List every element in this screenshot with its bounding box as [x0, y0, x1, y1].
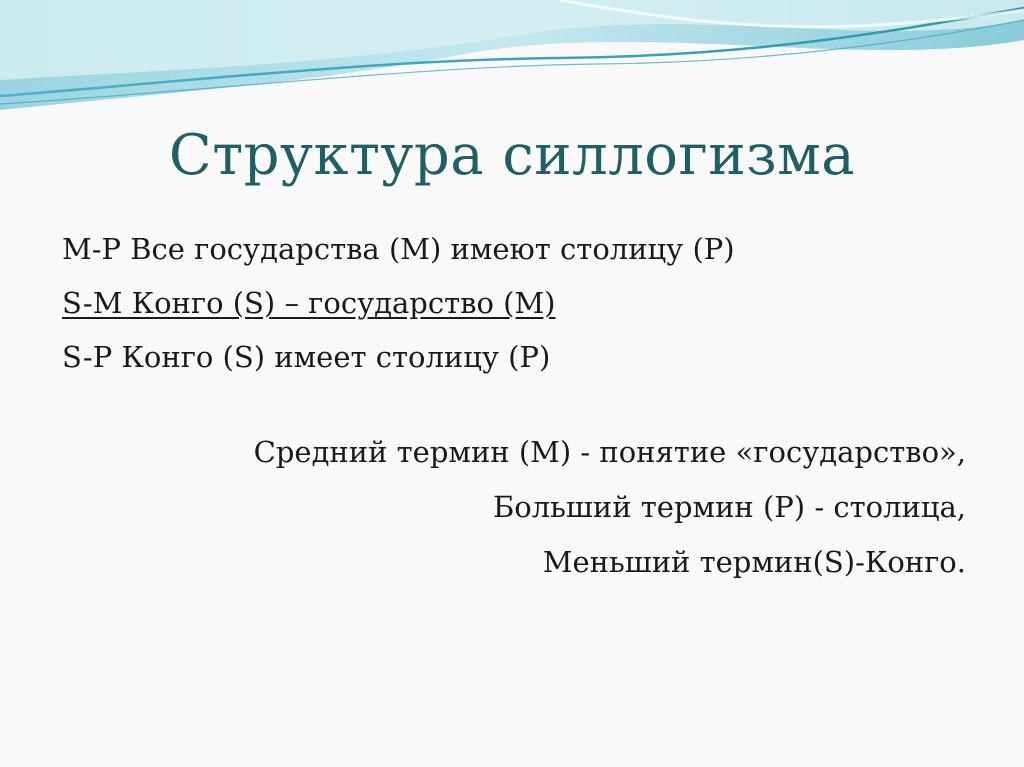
- major-term: Больший термин (P) - столица,: [492, 490, 966, 524]
- major-premise: M-P Все государства (M) имеют столицу (P): [62, 232, 735, 266]
- premises-block: [62, 222, 982, 384]
- conclusion: S-P Конго (S) имеет столицу (P): [62, 340, 551, 374]
- minor-term: Меньший термин(S)-Конго.: [542, 545, 966, 579]
- minor-premise: S-M Конго (S) – государство (M): [62, 286, 556, 320]
- decorative-waves: [0, 0, 1024, 130]
- middle-term: Средний термин (M) - понятие «государство»,: [253, 435, 966, 469]
- slide-title: Структура силлогизма: [168, 123, 856, 188]
